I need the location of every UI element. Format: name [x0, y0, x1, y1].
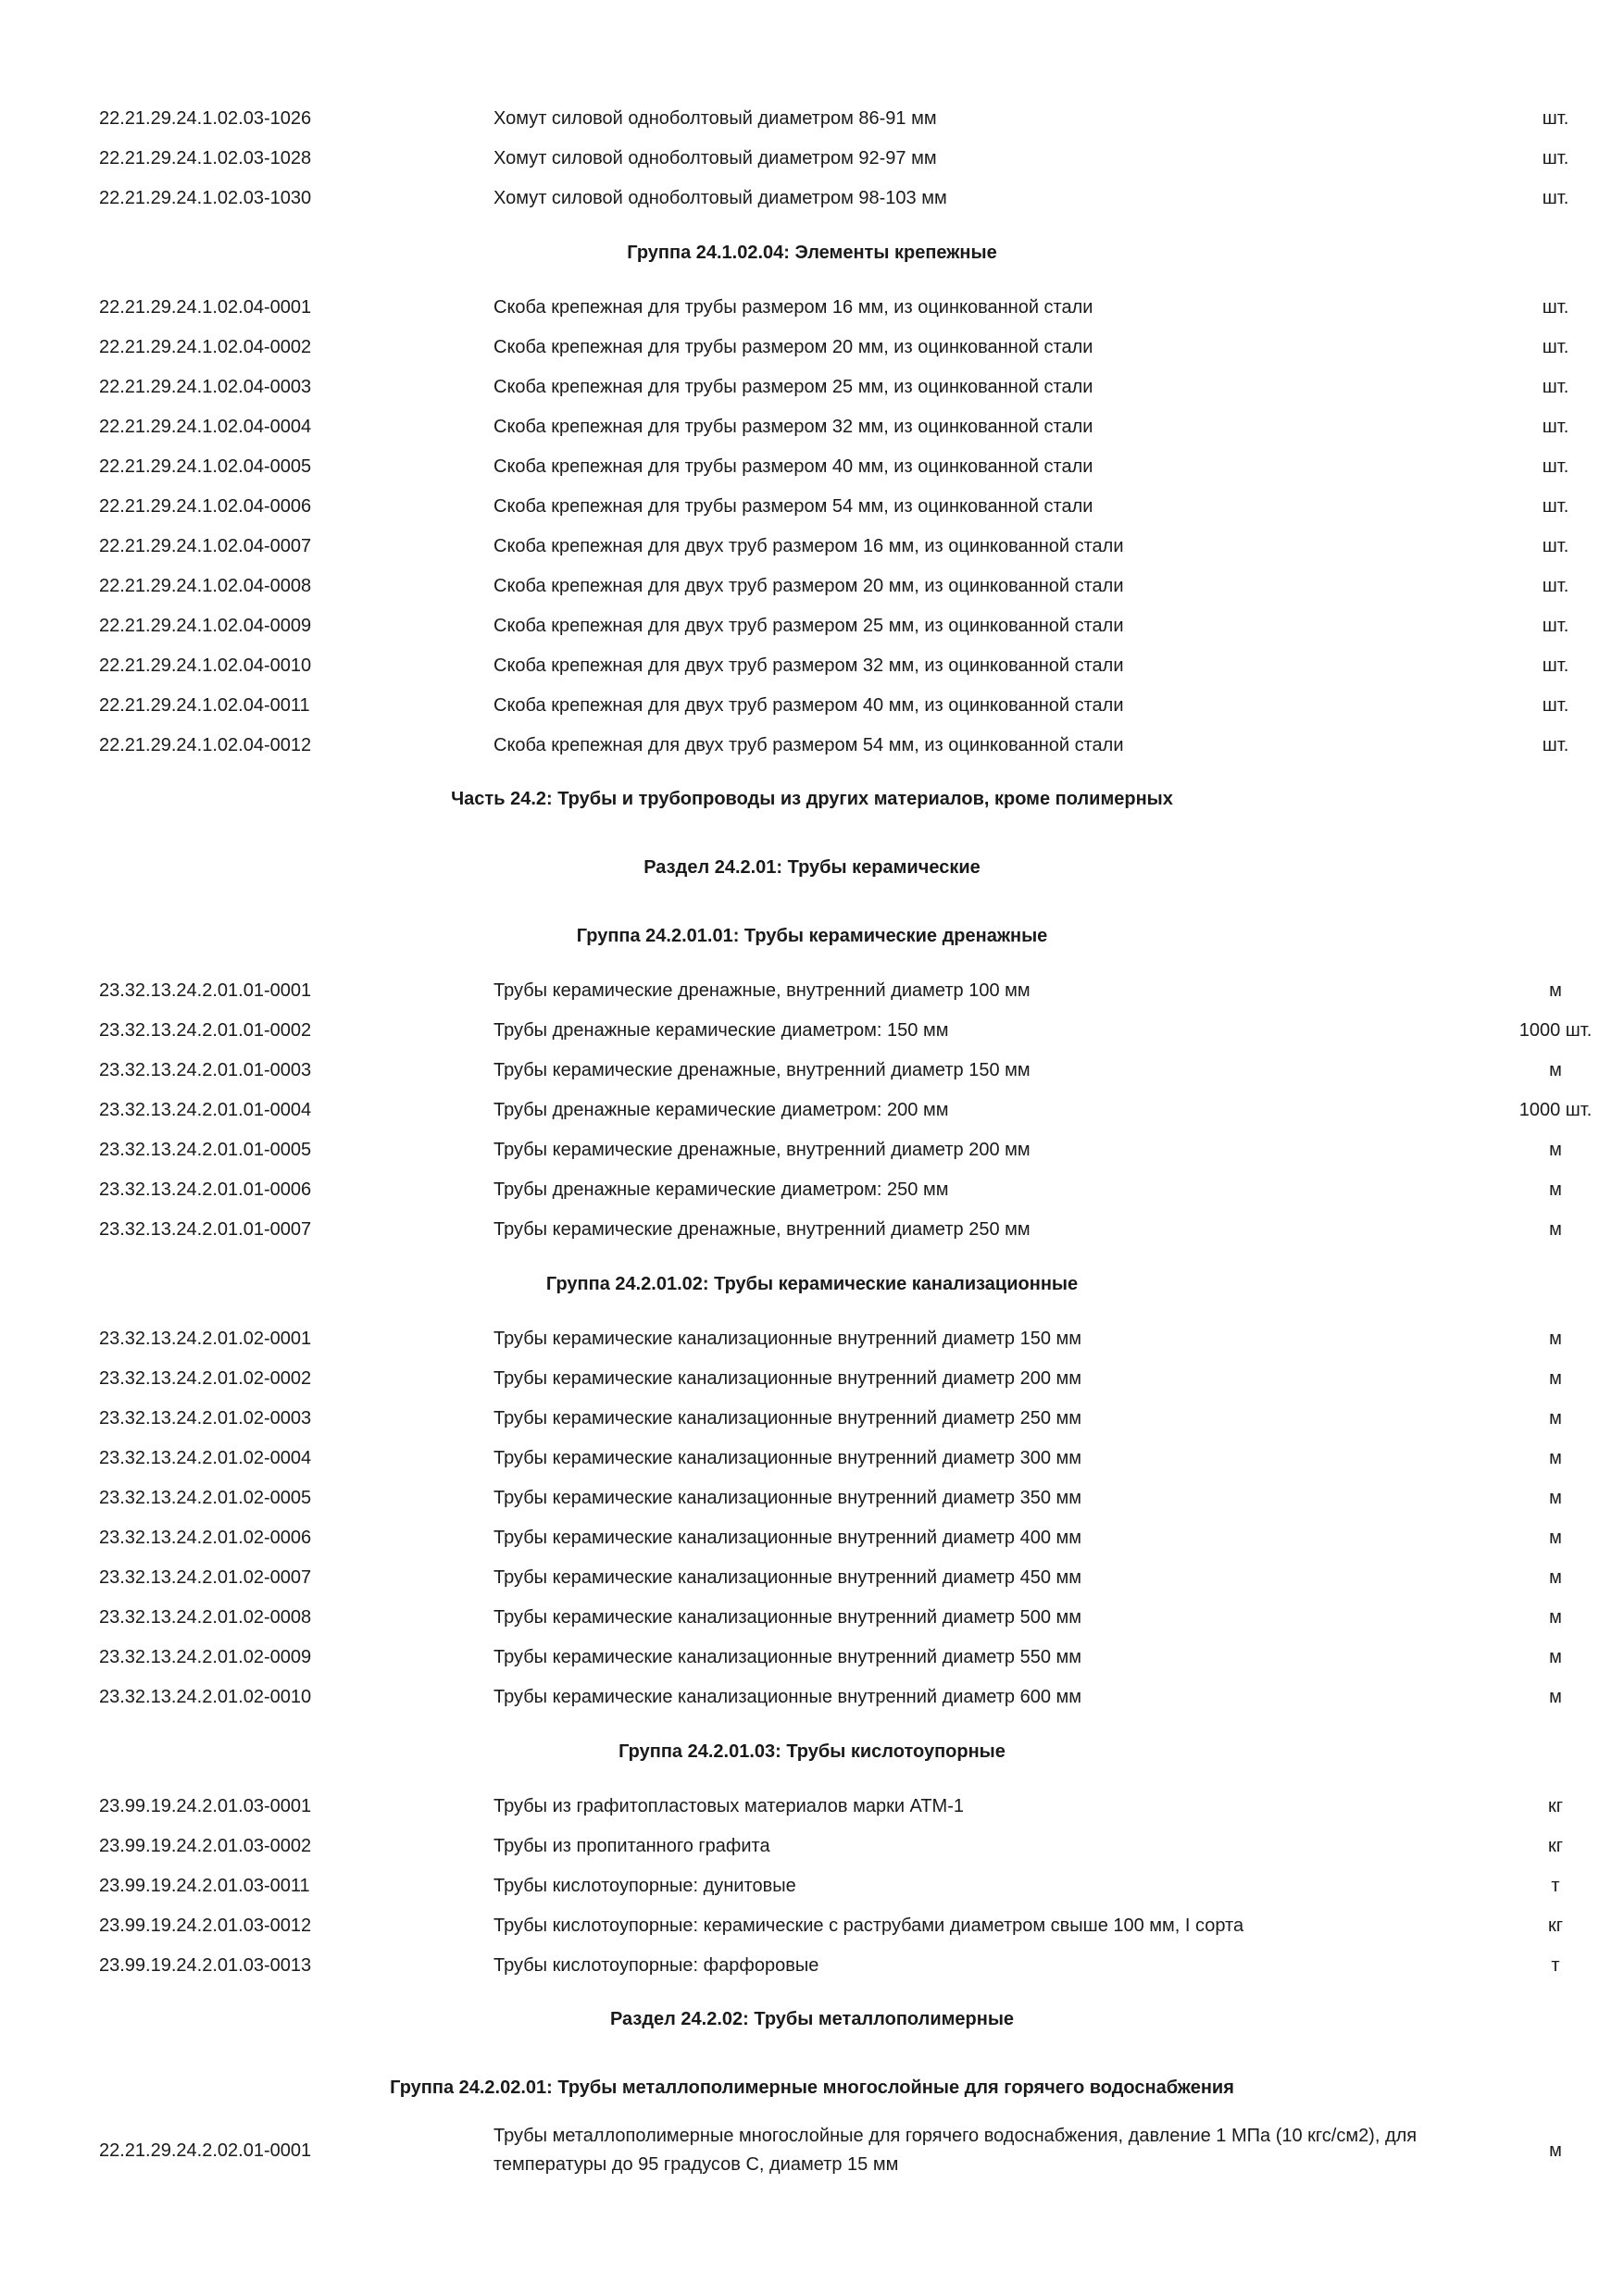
- row-code: 23.32.13.24.2.01.01-0003: [99, 1060, 312, 1080]
- table-row: [0, 407, 1624, 447]
- table-row: [0, 328, 1624, 368]
- row-name: Трубы керамические канализационные внутренний диаметр 300 мм: [493, 1448, 1082, 1468]
- row-unit: кг: [1547, 1836, 1564, 1856]
- row-name: Скоба крепежная для трубы размером 40 мм, из оцинкованной стали: [493, 456, 1093, 477]
- row-name: Скоба крепежная для двух труб размером 32 мм, из оцинкованной стали: [493, 655, 1124, 676]
- row-code: 23.99.19.24.2.01.03-0011: [99, 1876, 310, 1896]
- table-row: [0, 1091, 1624, 1130]
- row-name: Трубы дренажные керамические диаметром: 200 мм: [493, 1100, 949, 1120]
- row-code: 23.99.19.24.2.01.03-0001: [99, 1796, 312, 1816]
- row-unit: шт.: [1542, 188, 1569, 208]
- row-code: 23.99.19.24.2.01.03-0012: [99, 1915, 312, 1936]
- row-unit: 1000 шт.: [1518, 1020, 1593, 1041]
- row-name: Трубы керамические канализационные внутренний диаметр 600 мм: [493, 1687, 1082, 1707]
- row-unit: кг: [1547, 1915, 1564, 1936]
- row-code: 23.32.13.24.2.01.02-0008: [99, 1607, 312, 1628]
- row-name: Скоба крепежная для трубы размером 20 мм, из оцинкованной стали: [493, 337, 1093, 357]
- table-row: [0, 1558, 1624, 1598]
- table-row: [0, 1866, 1624, 1906]
- row-code: 23.32.13.24.2.01.01-0001: [99, 980, 312, 1001]
- row-name: Трубы керамические дренажные, внутренний диаметр 150 мм: [493, 1060, 1031, 1080]
- row-unit: т: [1551, 1876, 1560, 1896]
- table-row: [0, 368, 1624, 407]
- row-unit: шт.: [1542, 536, 1569, 556]
- row-name: Трубы керамические канализационные внутренний диаметр 500 мм: [493, 1607, 1082, 1628]
- group-heading: Группа 24.1.02.04: Элементы крепежные: [627, 243, 997, 263]
- row-code: 22.21.29.24.1.02.04-0002: [99, 337, 312, 357]
- row-code: 22.21.29.24.1.02.04-0008: [99, 576, 312, 596]
- row-name: Трубы керамические канализационные внутренний диаметр 450 мм: [493, 1567, 1082, 1588]
- group-heading: Группа 24.2.02.01: Трубы металлополимерные многослойные для горячего водоснабжения: [390, 2078, 1234, 2098]
- row-unit: м: [1549, 1140, 1562, 1160]
- row-name: Хомут силовой одноболтовый диаметром 92-97 мм: [493, 148, 937, 168]
- row-name: Трубы керамические дренажные, внутренний диаметр 250 мм: [493, 1219, 1031, 1240]
- row-code: 22.21.29.24.1.02.03-1028: [99, 148, 312, 168]
- table-row: [0, 1051, 1624, 1091]
- row-unit: м: [1549, 1488, 1562, 1508]
- table-row: [0, 1518, 1624, 1558]
- table-row: [0, 1479, 1624, 1518]
- table-row: [0, 1011, 1624, 1051]
- row-code: 23.32.13.24.2.01.02-0006: [99, 1528, 312, 1548]
- section-heading: Раздел 24.2.02: Трубы металлополимерные: [609, 2009, 1015, 2029]
- row-code: 23.32.13.24.2.01.01-0006: [99, 1179, 312, 1200]
- row-unit: м: [1549, 1219, 1562, 1240]
- row-code: 22.21.29.24.1.02.04-0007: [99, 536, 312, 556]
- row-name: Трубы керамические канализационные внутренний диаметр 350 мм: [493, 1488, 1082, 1508]
- table-row: [0, 606, 1624, 646]
- table-row: [0, 686, 1624, 726]
- row-code: 22.21.29.24.1.02.04-0001: [99, 297, 312, 318]
- row-name: Трубы керамические канализационные внутренний диаметр 400 мм: [493, 1528, 1082, 1548]
- table-row: [0, 1210, 1624, 1250]
- row-code: 23.32.13.24.2.01.02-0004: [99, 1448, 312, 1468]
- row-name: Трубы кислотоупорные: дунитовые: [493, 1876, 796, 1896]
- row-unit: шт.: [1542, 655, 1569, 676]
- table-row: [0, 99, 1624, 139]
- row-unit: шт.: [1542, 496, 1569, 517]
- row-unit: м: [1549, 2140, 1562, 2161]
- row-name: Трубы дренажные керамические диаметром: 150 мм: [493, 1020, 949, 1041]
- row-unit: м: [1549, 1607, 1562, 1628]
- section-heading: Раздел 24.2.01: Трубы керамические: [643, 857, 981, 878]
- row-unit: м: [1549, 1528, 1562, 1548]
- row-unit: шт.: [1542, 616, 1569, 636]
- table-row: [0, 1399, 1624, 1439]
- row-code: 23.32.13.24.2.01.01-0005: [99, 1140, 312, 1160]
- table-row: [0, 179, 1624, 218]
- row-unit: шт.: [1542, 417, 1569, 437]
- table-row: [0, 567, 1624, 606]
- row-unit: м: [1549, 1408, 1562, 1429]
- row-unit: шт.: [1542, 337, 1569, 357]
- row-code: 23.32.13.24.2.01.02-0005: [99, 1488, 312, 1508]
- row-name: Трубы кислотоупорные: керамические с раструбами диаметром свыше 100 мм, I сорта: [493, 1915, 1244, 1936]
- row-code: 22.21.29.24.1.02.04-0004: [99, 417, 312, 437]
- row-code: 22.21.29.24.1.02.04-0005: [99, 456, 312, 477]
- table-row: [0, 1319, 1624, 1359]
- row-name: Трубы керамические дренажные, внутренний диаметр 100 мм: [493, 980, 1031, 1001]
- row-name: Скоба крепежная для трубы размером 54 мм, из оцинкованной стали: [493, 496, 1093, 517]
- row-name: Хомут силовой одноболтовый диаметром 86-91 мм: [493, 108, 937, 129]
- row-code: 23.32.13.24.2.01.02-0010: [99, 1687, 312, 1707]
- table-row: [0, 487, 1624, 527]
- row-code: 22.21.29.24.1.02.04-0010: [99, 655, 312, 676]
- table-row: [0, 1946, 1624, 1986]
- table-row: [0, 1359, 1624, 1399]
- row-name: Трубы из графитопластовых материалов марки АТМ-1: [493, 1796, 964, 1816]
- row-code: 23.32.13.24.2.01.02-0009: [99, 1647, 312, 1667]
- row-code: 23.32.13.24.2.01.01-0007: [99, 1219, 312, 1240]
- row-name: Скоба крепежная для двух труб размером 40 мм, из оцинкованной стали: [493, 695, 1124, 716]
- row-name: Трубы керамические канализационные внутренний диаметр 200 мм: [493, 1368, 1082, 1389]
- row-unit: шт.: [1542, 735, 1569, 755]
- row-unit: м: [1549, 980, 1562, 1001]
- row-unit: 1000 шт.: [1518, 1100, 1593, 1120]
- table-row: [0, 726, 1624, 766]
- table-row: [0, 1906, 1624, 1946]
- row-code: 23.99.19.24.2.01.03-0002: [99, 1836, 312, 1856]
- row-name: Скоба крепежная для двух труб размером 54 мм, из оцинкованной стали: [493, 735, 1124, 755]
- row-name: Трубы керамические канализационные внутренний диаметр 550 мм: [493, 1647, 1082, 1667]
- row-code: 23.32.13.24.2.01.01-0002: [99, 1020, 312, 1041]
- table-row: [0, 1787, 1624, 1827]
- row-unit: м: [1549, 1060, 1562, 1080]
- row-code: 22.21.29.24.1.02.04-0011: [99, 695, 310, 716]
- table-row: [0, 2120, 1624, 2181]
- row-unit: м: [1549, 1647, 1562, 1667]
- table-row: [0, 1170, 1624, 1210]
- row-unit: м: [1549, 1329, 1562, 1349]
- row-unit: м: [1549, 1368, 1562, 1389]
- row-unit: кг: [1547, 1796, 1564, 1816]
- row-name: Трубы металлополимерные многослойные для горячего водоснабжения, давление 1 МПа (10 кгс/см2), для температуры до 95 градусов С, диаметр 15 мм: [493, 2126, 1418, 2175]
- row-name: Скоба крепежная для двух труб размером 20 мм, из оцинкованной стали: [493, 576, 1124, 596]
- part-heading: Часть 24.2: Трубы и трубопроводы из других материалов, кроме полимерных: [451, 789, 1173, 809]
- row-name: Трубы керамические дренажные, внутренний диаметр 200 мм: [493, 1140, 1031, 1160]
- row-unit: шт.: [1542, 148, 1569, 168]
- row-code: 23.32.13.24.2.01.01-0004: [99, 1100, 312, 1120]
- row-unit: шт.: [1542, 108, 1569, 129]
- row-unit: шт.: [1542, 377, 1569, 397]
- row-name: Трубы кислотоупорные: фарфоровые: [493, 1955, 819, 1976]
- table-row: [0, 1638, 1624, 1678]
- row-name: Трубы дренажные керамические диаметром: 250 мм: [493, 1179, 949, 1200]
- row-unit: шт.: [1542, 695, 1569, 716]
- row-name: Трубы керамические канализационные внутренний диаметр 150 мм: [493, 1329, 1082, 1349]
- row-code: 22.21.29.24.1.02.04-0009: [99, 616, 312, 636]
- row-unit: м: [1549, 1687, 1562, 1707]
- row-code: 22.21.29.24.2.02.01-0001: [99, 2140, 312, 2161]
- row-name: Трубы из пропитанного графита: [493, 1836, 770, 1856]
- row-code: 23.32.13.24.2.01.02-0003: [99, 1408, 312, 1429]
- table-row: [0, 646, 1624, 686]
- row-name: Скоба крепежная для двух труб размером 16 мм, из оцинкованной стали: [493, 536, 1124, 556]
- table-row: [0, 971, 1624, 1011]
- table-row: [0, 139, 1624, 179]
- table-row: [0, 447, 1624, 487]
- row-code: 22.21.29.24.1.02.03-1026: [99, 108, 312, 129]
- row-name: Скоба крепежная для трубы размером 16 мм, из оцинкованной стали: [493, 297, 1093, 318]
- row-unit: шт.: [1542, 297, 1569, 318]
- row-name: Трубы керамические канализационные внутренний диаметр 250 мм: [493, 1408, 1082, 1429]
- table-row: [0, 288, 1624, 328]
- row-unit: шт.: [1542, 576, 1569, 596]
- row-name: Хомут силовой одноболтовый диаметром 98-103 мм: [493, 188, 947, 208]
- row-code: 23.32.13.24.2.01.02-0001: [99, 1329, 312, 1349]
- row-unit: м: [1549, 1448, 1562, 1468]
- table-row: [0, 1678, 1624, 1717]
- row-code: 22.21.29.24.1.02.03-1030: [99, 188, 312, 208]
- row-code: 23.32.13.24.2.01.02-0002: [99, 1368, 312, 1389]
- row-code: 22.21.29.24.1.02.04-0012: [99, 735, 312, 755]
- group-heading: Группа 24.2.01.01: Трубы керамические дренажные: [576, 926, 1048, 946]
- row-unit: м: [1549, 1567, 1562, 1588]
- row-unit: т: [1551, 1955, 1560, 1976]
- row-name: Скоба крепежная для трубы размером 25 мм, из оцинкованной стали: [493, 377, 1093, 397]
- row-unit: м: [1549, 1179, 1562, 1200]
- table-row: [0, 527, 1624, 567]
- group-heading: Группа 24.2.01.03: Трубы кислотоупорные: [618, 1741, 1006, 1762]
- table-row: [0, 1130, 1624, 1170]
- row-code: 22.21.29.24.1.02.04-0006: [99, 496, 312, 517]
- row-name: Скоба крепежная для трубы размером 32 мм, из оцинкованной стали: [493, 417, 1093, 437]
- group-heading: Группа 24.2.01.02: Трубы керамические канализационные: [545, 1274, 1079, 1294]
- table-row: [0, 1598, 1624, 1638]
- row-code: 23.32.13.24.2.01.02-0007: [99, 1567, 312, 1588]
- row-code: 23.99.19.24.2.01.03-0013: [99, 1955, 312, 1976]
- row-unit: шт.: [1542, 456, 1569, 477]
- row-code: 22.21.29.24.1.02.04-0003: [99, 377, 312, 397]
- row-name: Скоба крепежная для двух труб размером 25 мм, из оцинкованной стали: [493, 616, 1124, 636]
- table-row: [0, 1827, 1624, 1866]
- table-row: [0, 1439, 1624, 1479]
